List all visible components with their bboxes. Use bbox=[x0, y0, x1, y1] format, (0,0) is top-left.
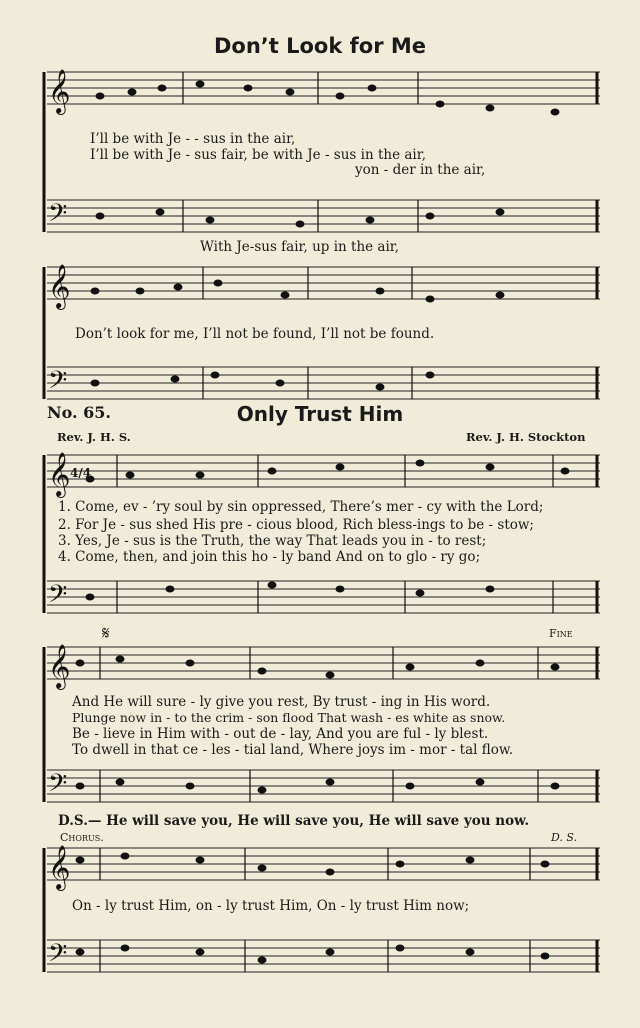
author-left: Rev. J. H. S. bbox=[57, 430, 131, 444]
svg-text:𝄞: 𝄞 bbox=[48, 644, 71, 688]
song-title-only-trust-him: Only Trust Him bbox=[236, 402, 404, 426]
verse-line-a-2: 2. For Je - sus shed His pre - cious blood, Rich bless-ings to be - stow; bbox=[58, 517, 534, 533]
staff-system-4-treble bbox=[47, 647, 600, 679]
staff-system-2-treble bbox=[47, 267, 600, 299]
svg-text:𝄢: 𝄢 bbox=[48, 580, 68, 615]
song1-lyric-line-4: With Je-sus fair, up in the air, bbox=[200, 239, 400, 255]
svg-text:𝄞: 𝄞 bbox=[48, 452, 71, 496]
song1-lyric-line-2: I’ll be with Je - sus fair, be with Je - sus in the air, bbox=[90, 147, 426, 163]
ds-mark: D. S. bbox=[551, 831, 578, 844]
svg-text:𝄞: 𝄞 bbox=[48, 69, 71, 113]
staff-system-5-treble bbox=[47, 848, 600, 880]
ds-refrain-line: D.S.— He will save you, He will save you, He will save you now. bbox=[58, 813, 530, 829]
svg-text:𝄢: 𝄢 bbox=[48, 366, 68, 401]
song1-lyric-line-3: yon - der in the air, bbox=[355, 162, 486, 178]
staff-system-4-bass bbox=[47, 770, 600, 802]
song1-lyric-line-1: I’ll be with Je - - sus in the air, bbox=[90, 131, 296, 147]
chorus-label: Chorus. bbox=[60, 831, 104, 844]
song-title-dont-look-for-me: Don’t Look for Me bbox=[213, 34, 427, 58]
verse-line-a-3: 3. Yes, Je - sus is the Truth, the way That leads you in - to rest; bbox=[58, 533, 487, 549]
verse-line-a-1: 1. Come, ev - ’ry soul by sin oppressed, There’s mer - cy with the Lord; bbox=[58, 499, 544, 515]
staff-system-1-treble bbox=[47, 72, 600, 104]
time-signature: 4/4 bbox=[70, 466, 92, 480]
song1-lyric-line-5: Don’t look for me, I’ll not be found, I’ll not be found. bbox=[75, 326, 435, 342]
svg-text:𝄞: 𝄞 bbox=[48, 264, 71, 308]
svg-text:𝄢: 𝄢 bbox=[48, 199, 68, 234]
svg-text:𝄢: 𝄢 bbox=[48, 939, 68, 974]
verse-line-b-1: And He will sure - ly give you rest, By trust - ing in His word. bbox=[72, 694, 491, 710]
staff-system-3-treble bbox=[47, 455, 600, 487]
staff-system-2-bass bbox=[47, 367, 600, 399]
staff-system-1-bass bbox=[47, 200, 600, 232]
staff-system-3-bass bbox=[47, 581, 600, 613]
verse-line-b-2: Plunge now in - to the crim - son flood That wash - es white as snow. bbox=[72, 710, 506, 725]
chorus-lyric-line: On - ly trust Him, on - ly trust Him, On - ly trust Him now; bbox=[72, 898, 470, 914]
verse-line-b-3: Be - lieve in Him with - out de - lay, And you are ful - ly blest. bbox=[72, 726, 489, 742]
verse-line-b-4: To dwell in that ce - les - tial land, Where joys im - mor - tal flow. bbox=[72, 742, 514, 758]
fine-mark: Fine bbox=[549, 627, 573, 640]
hymn-number: No. 65. bbox=[47, 403, 111, 422]
svg-text:𝄞: 𝄞 bbox=[48, 845, 71, 889]
author-right: Rev. J. H. Stockton bbox=[466, 430, 586, 444]
staff-system-5-bass bbox=[47, 940, 600, 972]
segno-mark: 𝄋 bbox=[102, 623, 110, 644]
svg-text:𝄢: 𝄢 bbox=[48, 769, 68, 804]
verse-line-a-4: 4. Come, then, and join this ho - ly band And on to glo - ry go; bbox=[58, 549, 481, 565]
